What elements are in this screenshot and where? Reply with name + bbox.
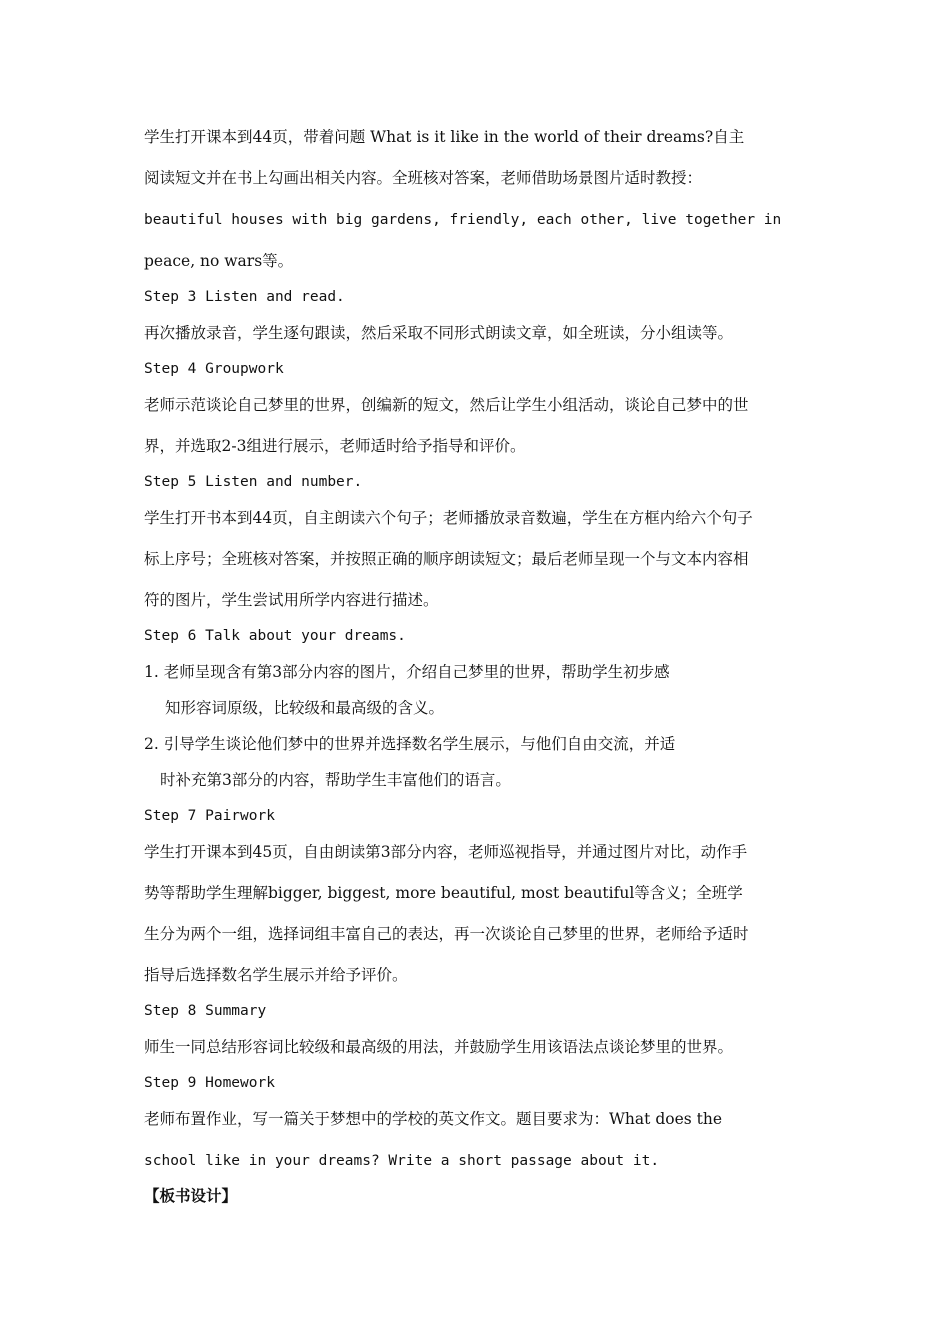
step-heading: Step 5 Listen and number. [144,474,363,490]
paragraph-line: 指导后选择数名学生展示并给予评价。 [144,966,408,984]
paragraph-line: 再次播放录音，学生逐句跟读，然后采取不同形式朗读文章，如全班读，分小组读等。 [144,324,734,342]
list-item: 1. 老师呈现含有第3部分内容的图片，介绍自己梦里的世界，帮助学生初步感 [144,663,670,681]
list-item: 2. 引导学生谈论他们梦中的世界并选择数名学生展示，与他们自由交流，并适 [144,735,676,753]
paragraph-line: 学生打开书本到44页，自主朗读六个句子；老师播放录音数遍，学生在方框内给六个句子 [144,509,753,527]
step-heading: Step 3 Listen and read. [144,289,345,305]
paragraph-line: 标上序号；全班核对答案，并按照正确的顺序朗读短文；最后老师呈现一个与文本内容相 [144,550,749,568]
list-item-continuation: 知形容词原级，比较级和最高级的含义。 [165,699,445,717]
paragraph-line: 生分为两个一组，选择词组丰富自己的表达，再一次谈论自己梦里的世界，老师给予适时 [144,925,749,943]
paragraph-line: 符的图片，学生尝试用所学内容进行描述。 [144,591,439,609]
step-heading: Step 6 Talk about your dreams. [144,628,406,644]
paragraph-line: 学生打开课本到44页，带着问题 What is it like in the world of their dreams?自主 [144,128,745,146]
paragraph-line: 势等帮助学生理解bigger, biggest, more beautiful, most beautiful等含义；全班学 [144,884,743,902]
paragraph-line: 师生一同总结形容词比较级和最高级的用法，并鼓励学生用该语法点谈论梦里的世界。 [144,1038,734,1056]
paragraph-line: 界，并选取2-3组进行展示，老师适时给予指导和评价。 [144,437,526,455]
paragraph-line: 学生打开课本到45页，自由朗读第3部分内容，老师巡视指导，并通过图片对比，动作手 [144,843,748,861]
paragraph-line: beautiful houses with big gardens, friendly, each other, live together in [144,212,782,228]
paragraph-line: 阅读短文并在书上勾画出相关内容。全班核对答案，老师借助场景图片适时教授： [144,169,703,187]
paragraph-line: peace, no wars等。 [144,252,294,270]
list-item-continuation: 时补充第3部分的内容，帮助学生丰富他们的语言。 [160,771,511,789]
step-heading: Step 7 Pairwork [144,808,275,824]
section-heading: 【板书设计】 [144,1186,238,1205]
step-heading: Step 4 Groupwork [144,361,284,377]
step-heading: Step 9 Homework [144,1075,275,1091]
paragraph-line: 老师布置作业，写一篇关于梦想中的学校的英文作文。题目要求为：What does the [144,1110,723,1128]
step-heading: Step 8 Summary [144,1003,267,1019]
paragraph-line: school like in your dreams? Write a short passage about it. [144,1153,660,1169]
paragraph-line: 老师示范谈论自己梦里的世界，创编新的短文，然后让学生小组活动，谈论自己梦中的世 [144,396,749,414]
